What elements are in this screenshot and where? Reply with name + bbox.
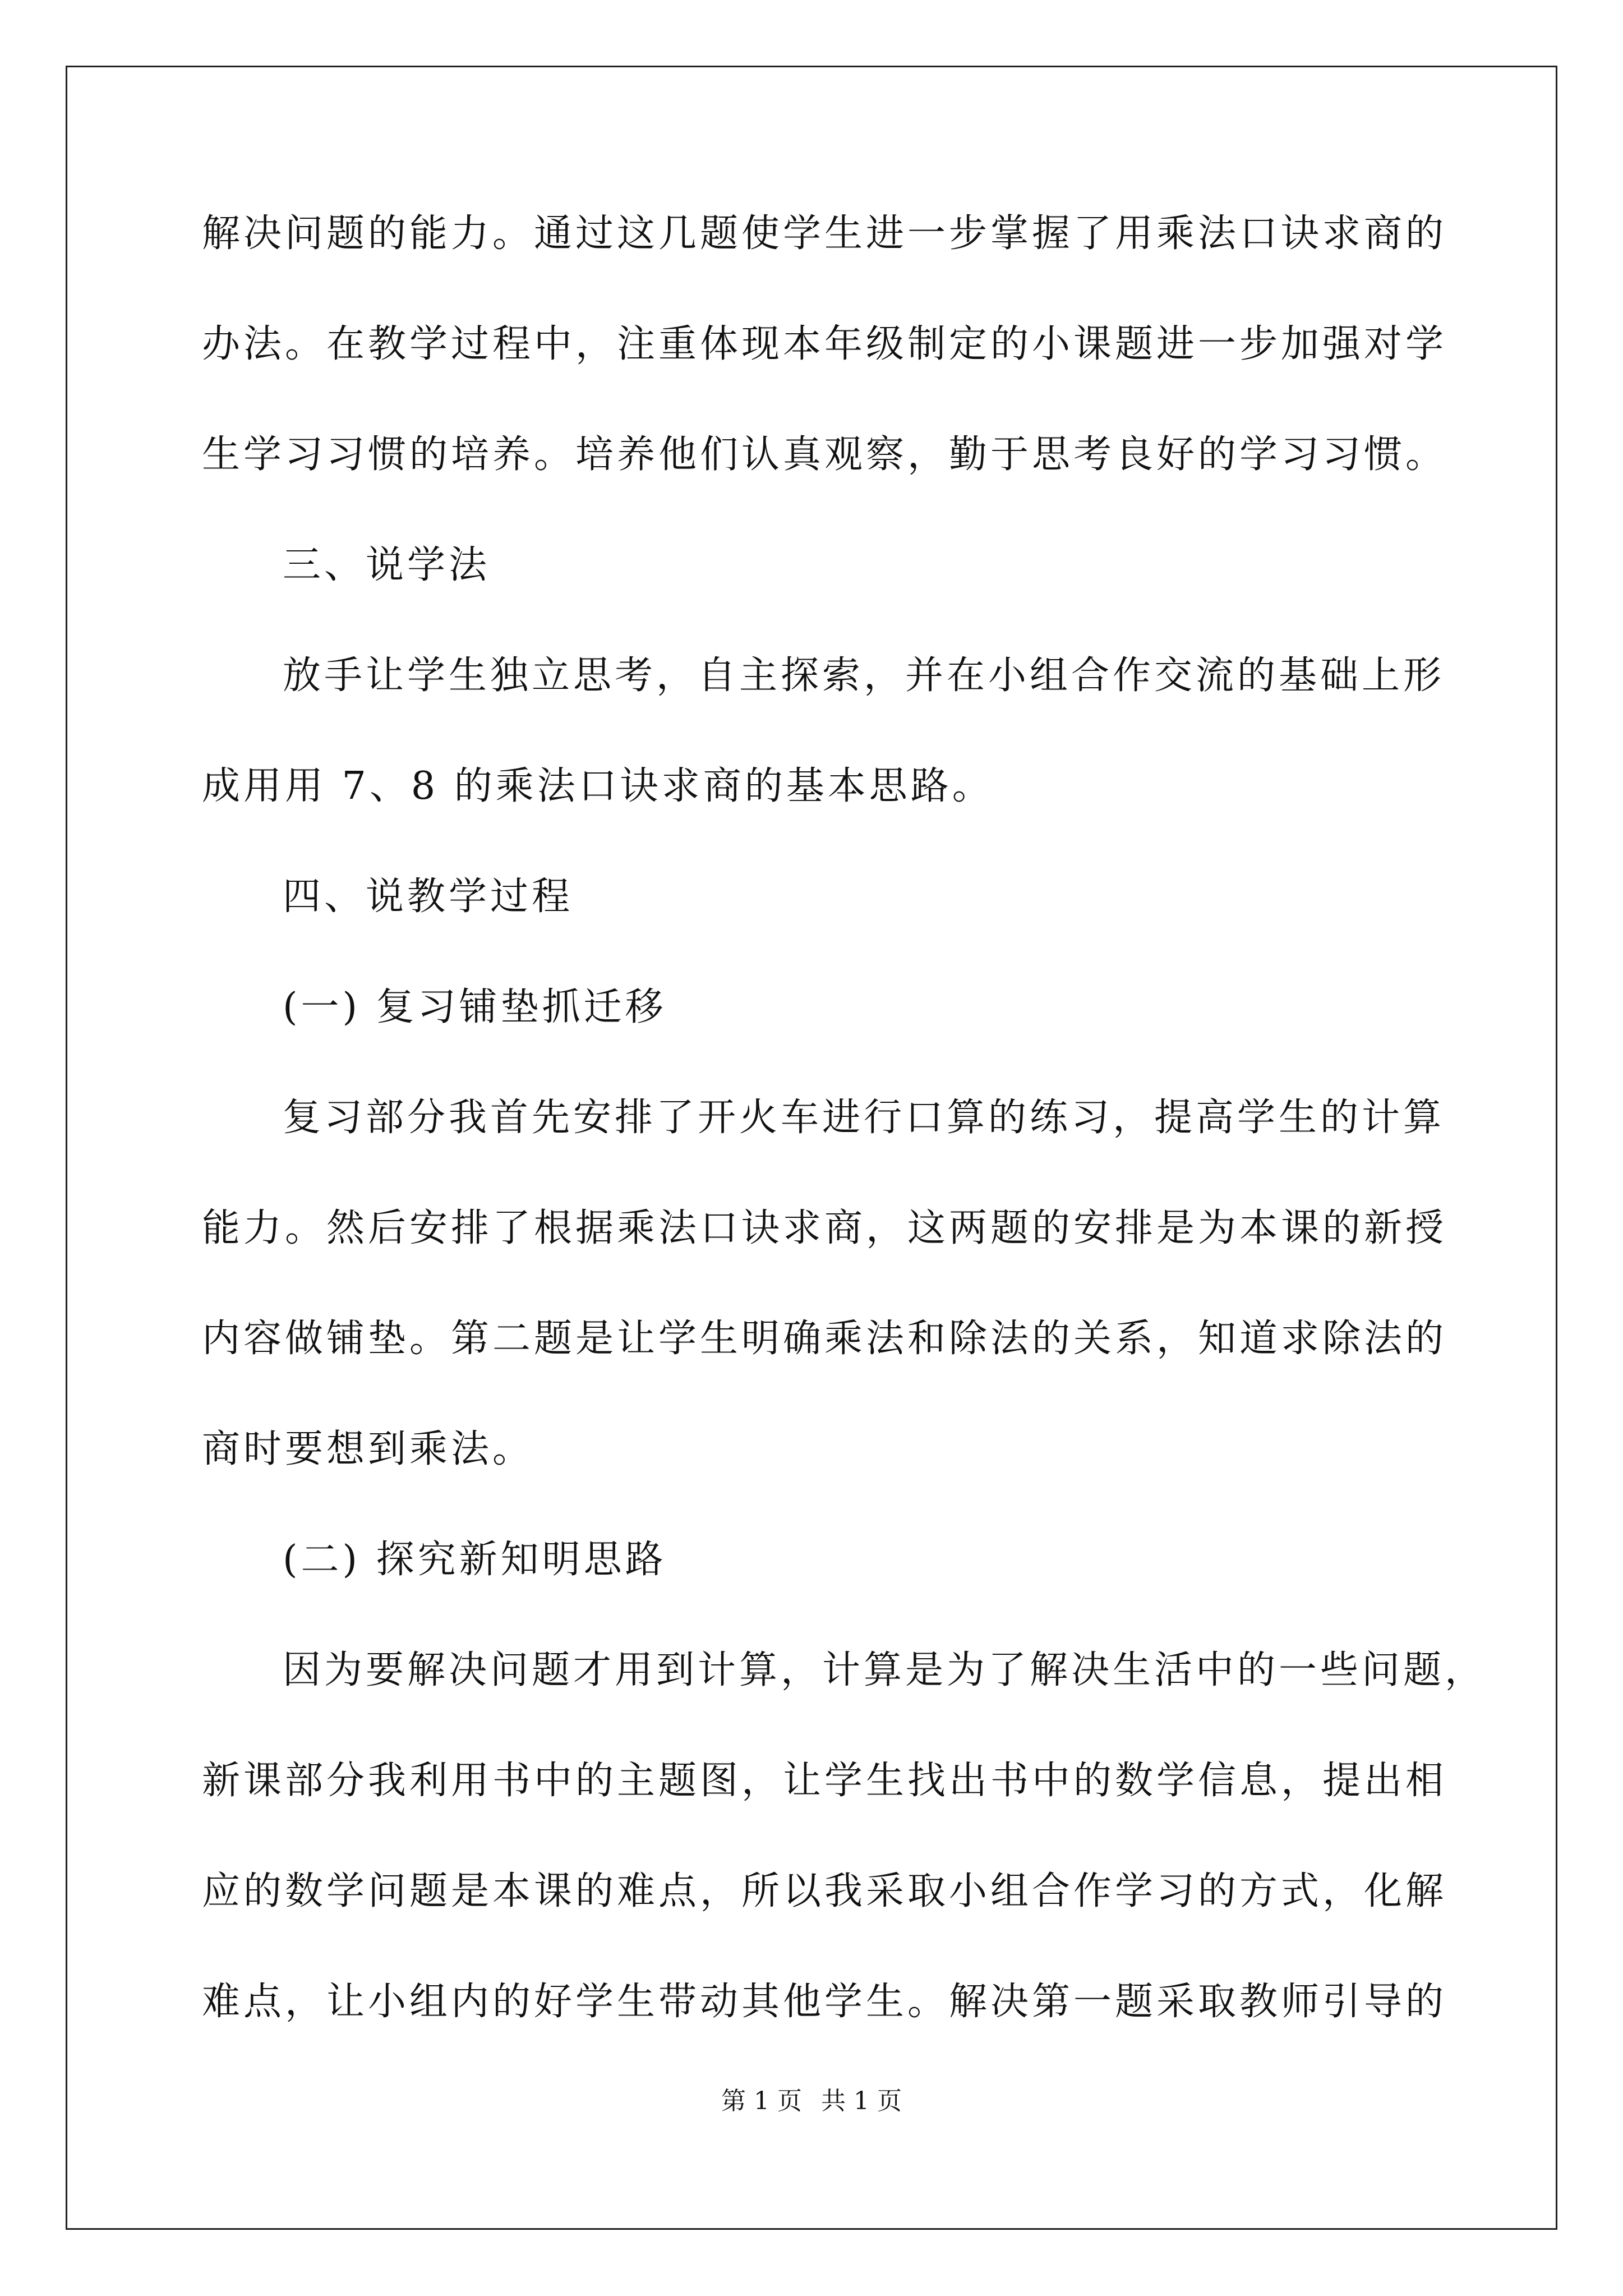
text-line: 办法。在教学过程中，注重体现本年级制定的小课题进一步加强对学	[202, 322, 1447, 366]
section-heading: 三、说学法	[283, 543, 491, 587]
text-line: 应的数学问题是本课的难点，所以我采取小组合作学习的方式，化解	[202, 1869, 1447, 1913]
text-line: 成用用 7、8 的乘法口诀求商的基本思路。	[202, 764, 994, 808]
text-line: 复习部分我首先安排了开火车进行口算的练习，提高学生的计算	[283, 1096, 1445, 1140]
text-line: 内容做铺垫。第二题是让学生明确乘法和除法的关系，知道求除法的	[202, 1317, 1447, 1361]
subsection-heading: (二) 探究新知明思路	[283, 1538, 667, 1582]
text-line: 生学习习惯的培养。培养他们认真观察，勤于思考良好的学习习惯。	[202, 432, 1447, 477]
text-line: 因为要解决问题才用到计算，计算是为了解决生活中的一些问题，	[283, 1648, 1487, 1692]
text-line: 商时要想到乘法。	[202, 1427, 534, 1471]
page-number: 第 1 页	[721, 2087, 802, 2115]
text-line: 能力。然后安排了根据乘法口诀求商，这两题的安排是为本课的新授	[202, 1206, 1447, 1250]
text-line: 难点，让小组内的好学生带动其他学生。解决第一题采取教师引导的	[202, 1980, 1447, 2024]
text-line: 新课部分我利用书中的主题图，让学生找出书中的数学信息，提出相	[202, 1759, 1447, 1803]
section-heading: 四、说教学过程	[283, 875, 574, 919]
text-line: 放手让学生独立思考，自主探索，并在小组合作交流的基础上形	[283, 654, 1445, 698]
subsection-heading: (一) 复习铺垫抓迁移	[283, 985, 667, 1029]
page-footer	[0, 2086, 1623, 2117]
text-line: 解决问题的能力。通过这几题使学生进一步掌握了用乘法口诀求商的	[202, 211, 1447, 256]
page-total: 共 1 页	[821, 2087, 902, 2115]
